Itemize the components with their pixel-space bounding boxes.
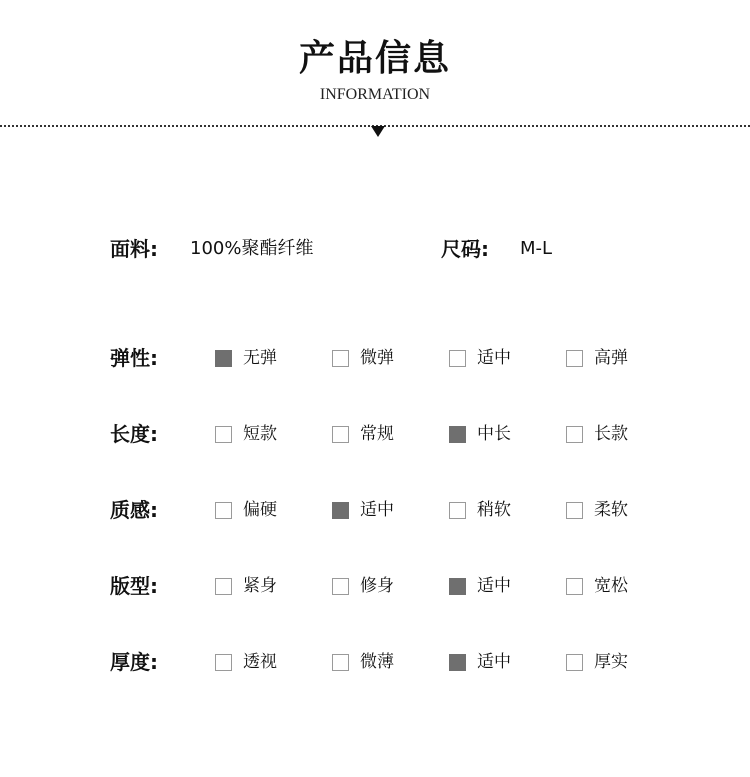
checkbox-icon — [215, 350, 232, 367]
option-label: 适中 — [477, 576, 511, 596]
size-label: 尺码: — [441, 237, 489, 261]
option-label: 短款 — [243, 424, 277, 444]
option-label: 无弹 — [243, 348, 277, 368]
divider-arrow-icon — [371, 126, 385, 137]
option-label: 高弹 — [594, 348, 628, 368]
checkbox-icon — [566, 654, 583, 671]
checkbox-icon — [566, 578, 583, 595]
checkbox-icon — [332, 350, 349, 367]
attribute-row-length — [0, 421, 750, 451]
option-label: 中长 — [477, 424, 511, 444]
attribute-row-elasticity — [0, 345, 750, 375]
checkbox-icon — [449, 578, 466, 595]
option-label: 长款 — [594, 424, 628, 444]
attribute-row-fit — [0, 573, 750, 603]
checkbox-icon — [566, 350, 583, 367]
checkbox-icon — [215, 578, 232, 595]
option-label: 透视 — [243, 652, 277, 672]
checkbox-icon — [566, 502, 583, 519]
checkbox-icon — [449, 654, 466, 671]
checkbox-icon — [332, 502, 349, 519]
fabric-value: 100%聚酯纤维 — [190, 238, 314, 259]
checkbox-icon — [449, 502, 466, 519]
checkbox-icon — [332, 578, 349, 595]
option-label: 稍软 — [477, 500, 511, 520]
checkbox-icon — [215, 426, 232, 443]
attribute-label: 版型: — [110, 574, 158, 598]
checkbox-icon — [215, 654, 232, 671]
fabric-label: 面料: — [110, 237, 158, 261]
option-label: 偏硬 — [243, 500, 277, 520]
checkbox-icon — [449, 426, 466, 443]
option-label: 适中 — [477, 652, 511, 672]
option-label: 修身 — [360, 576, 394, 596]
option-label: 常规 — [360, 424, 394, 444]
option-label: 柔软 — [594, 500, 628, 520]
size-value: M-L — [520, 238, 553, 259]
page-title: 产品信息 — [298, 38, 451, 79]
option-label: 厚实 — [594, 652, 628, 672]
checkbox-icon — [332, 426, 349, 443]
page-subtitle: INFORMATION — [319, 86, 431, 103]
attribute-label: 厚度: — [110, 650, 158, 674]
attribute-row-thickness — [0, 649, 750, 679]
option-label: 适中 — [360, 500, 394, 520]
option-label: 微弹 — [360, 348, 394, 368]
option-label: 宽松 — [594, 576, 628, 596]
checkbox-icon — [215, 502, 232, 519]
attribute-label: 长度: — [110, 422, 158, 446]
checkbox-icon — [332, 654, 349, 671]
attribute-row-texture — [0, 497, 750, 527]
checkbox-icon — [566, 426, 583, 443]
option-label: 微薄 — [360, 652, 394, 672]
attribute-label: 质感: — [110, 498, 158, 522]
attribute-label: 弹性: — [110, 346, 158, 370]
option-label: 紧身 — [243, 576, 277, 596]
option-label: 适中 — [477, 348, 511, 368]
checkbox-icon — [449, 350, 466, 367]
